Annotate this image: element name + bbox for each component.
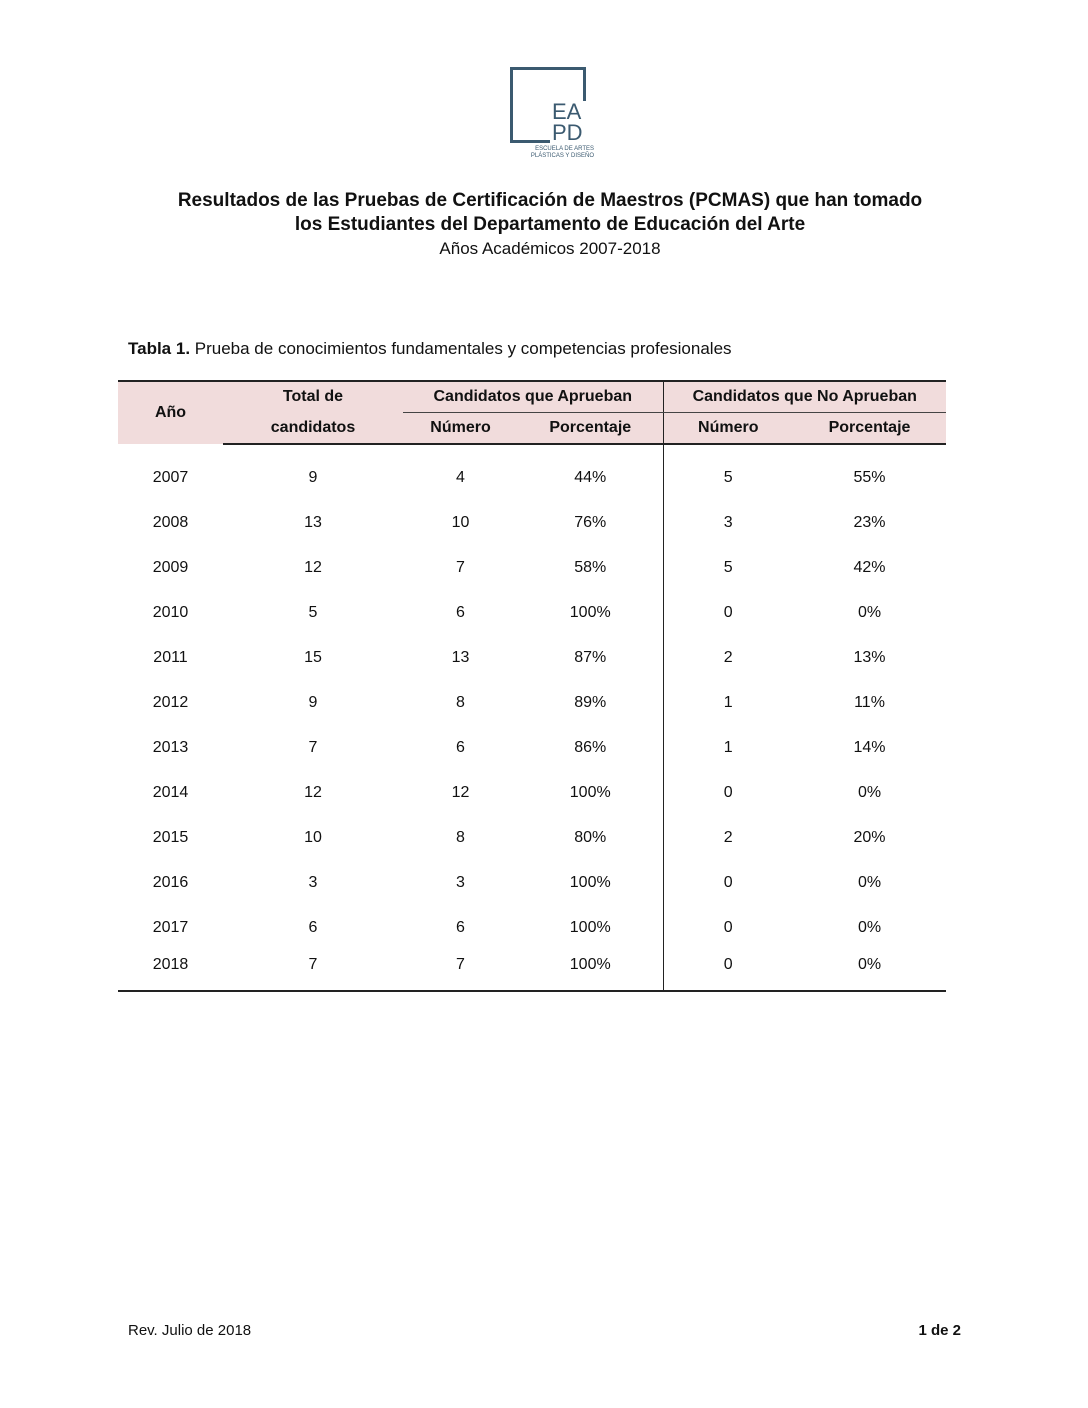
cell-fail-percent: 55% <box>853 468 886 486</box>
cell-pass-number: 7 <box>403 950 518 991</box>
logo-letters-line2: PD <box>552 120 583 145</box>
cell-pass-percent: 100% <box>518 950 663 991</box>
cell-pass-number: 4 <box>456 468 465 486</box>
cell-year: 2016 <box>152 873 189 891</box>
cell-fail-percent: 13% <box>853 648 886 666</box>
table-row <box>118 500 946 545</box>
cell-fail-percent: 0% <box>857 873 882 891</box>
header-fail-number: Número <box>663 413 793 445</box>
cell-pass-percent: 86% <box>518 725 663 770</box>
table-header-row-1 <box>118 381 946 413</box>
cell-fail-number: 0 <box>723 603 733 621</box>
cell-year: 2017 <box>152 918 189 936</box>
header-fail-percent: Porcentaje <box>793 413 946 445</box>
cell-fail-percent: 0% <box>793 950 946 991</box>
cell-pass-percent: 100% <box>518 905 663 950</box>
cell-total: 9 <box>308 693 318 711</box>
cell-year: 2008 <box>152 513 189 531</box>
cell-year: 2009 <box>152 558 189 576</box>
table-row <box>118 905 946 950</box>
cell-total: 9 <box>308 468 318 486</box>
cell-fail-percent: 0% <box>857 603 882 621</box>
cell-year: 2015 <box>152 828 189 846</box>
cell-fail-percent: 42% <box>853 558 886 576</box>
table-row <box>118 455 946 500</box>
cell-total: 13 <box>304 513 322 531</box>
cell-pass-number: 10 <box>451 513 470 531</box>
cell-total: 3 <box>308 873 318 891</box>
cell-fail-percent: 11% <box>854 693 885 711</box>
cell-fail-number: 5 <box>723 558 733 576</box>
cell-total: 5 <box>308 603 318 621</box>
table-caption-label: Tabla 1. <box>128 339 191 358</box>
cell-fail-number: 1 <box>723 738 733 756</box>
cell-fail-percent: 20% <box>853 828 886 846</box>
header-total-line1: Total de <box>223 381 403 413</box>
table-row <box>118 815 946 860</box>
table-body <box>118 444 946 991</box>
cell-total: 15 <box>304 648 322 666</box>
cell-pass-percent: 100% <box>518 860 663 905</box>
table-header-row-2 <box>118 413 946 445</box>
table-caption-text: Prueba de conocimientos fundamentales y competencias profesionales <box>190 339 732 358</box>
table-row <box>118 545 946 590</box>
table-caption <box>128 339 732 359</box>
cell-year: 2012 <box>152 693 189 711</box>
cell-fail-number: 2 <box>723 828 733 846</box>
document-title-line2: los Estudiantes del Departamento de Educación del Arte <box>294 214 806 235</box>
cell-pass-number: 8 <box>456 828 465 846</box>
cell-year: 2007 <box>152 468 189 486</box>
cell-fail-number: 0 <box>723 918 733 936</box>
cell-fail-number: 1 <box>723 693 733 711</box>
header-total-line2: candidatos <box>223 413 403 445</box>
table-row <box>118 950 946 991</box>
logo-caption-line1: ESCUELA DE ARTES <box>535 146 594 152</box>
cell-fail-percent: 0% <box>857 783 882 801</box>
cell-total: 7 <box>308 738 318 756</box>
table-row <box>118 860 946 905</box>
cell-fail-percent: 23% <box>853 513 886 531</box>
logo-letters <box>550 101 594 143</box>
cell-pass-number: 6 <box>456 603 465 621</box>
cell-fail-number: 0 <box>723 873 733 891</box>
cell-pass-number: 8 <box>456 693 465 711</box>
document-header <box>0 189 1088 261</box>
cell-total: 12 <box>304 558 322 576</box>
cell-pass-percent: 87% <box>518 635 663 680</box>
cell-fail-number: 2 <box>723 648 733 666</box>
cell-year: 2013 <box>152 738 189 756</box>
table-row <box>118 725 946 770</box>
document-title-line1: Resultados de las Pruebas de Certificación de Maestros (PCMAS) que han tomado <box>177 190 923 211</box>
cell-pass-percent: 76% <box>518 500 663 545</box>
header-pass-number: Número <box>403 413 518 445</box>
document-subtitle: Años Académicos 2007-2018 <box>439 239 661 258</box>
cell-total: 12 <box>304 783 322 801</box>
cell-year: 2014 <box>152 783 189 801</box>
cell-pass-number: 13 <box>451 648 470 666</box>
cell-pass-percent: 80% <box>518 815 663 860</box>
header-pass-group: Candidatos que Aprueban <box>403 381 663 413</box>
cell-pass-percent: 58% <box>518 545 663 590</box>
cell-pass-number: 12 <box>451 783 470 801</box>
results-table <box>118 380 946 992</box>
footer-page-number: 1 de 2 <box>918 1322 961 1339</box>
cell-fail-number: 5 <box>723 468 733 486</box>
header-fail-group: Candidatos que No Aprueban <box>663 381 946 413</box>
logo-caption-line2: PLÁSTICAS Y DISEÑO <box>530 153 594 159</box>
cell-pass-number: 7 <box>456 558 465 576</box>
eapd-logo <box>510 67 594 167</box>
cell-pass-percent: 100% <box>518 590 663 635</box>
cell-pass-number: 6 <box>456 918 465 936</box>
table-row <box>118 590 946 635</box>
cell-total: 10 <box>304 828 322 846</box>
cell-fail-number: 3 <box>723 513 733 531</box>
cell-pass-number: 3 <box>456 873 465 891</box>
cell-pass-percent: 100% <box>518 770 663 815</box>
cell-fail-percent: 14% <box>853 738 886 756</box>
cell-fail-number: 0 <box>723 783 733 801</box>
cell-pass-percent: 89% <box>518 680 663 725</box>
cell-fail-percent: 0% <box>857 918 882 936</box>
cell-total: 7 <box>223 950 403 991</box>
cell-pass-number: 6 <box>456 738 465 756</box>
header-pass-percent: Porcentaje <box>518 413 663 445</box>
footer-revision: Rev. Julio de 2018 <box>128 1322 252 1339</box>
logo-letters-line1: EA <box>552 99 582 124</box>
table-row <box>118 770 946 815</box>
cell-total: 6 <box>308 918 318 936</box>
header-year: Año <box>118 381 223 444</box>
cell-fail-number: 0 <box>663 950 793 991</box>
table-spacer-row <box>118 444 946 455</box>
logo-caption <box>510 146 594 160</box>
cell-year: 2018 <box>118 950 223 991</box>
cell-pass-percent: 44% <box>518 455 663 500</box>
cell-year: 2011 <box>153 648 188 666</box>
cell-year: 2010 <box>152 603 189 621</box>
table-row <box>118 635 946 680</box>
table-row <box>118 680 946 725</box>
